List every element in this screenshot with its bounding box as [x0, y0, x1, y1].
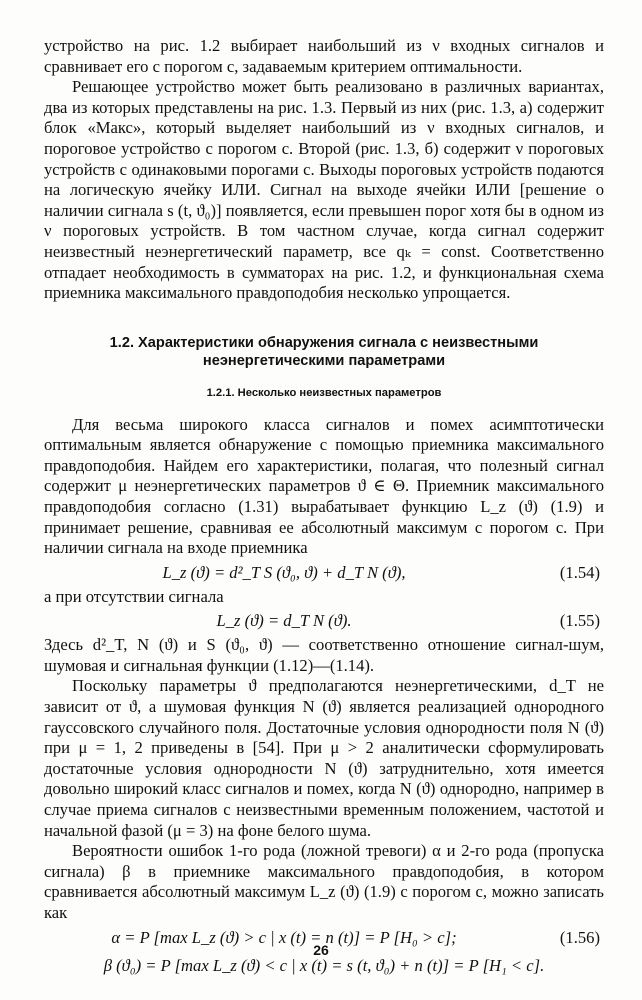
section-title [44, 334, 604, 371]
equation-1-54 [44, 559, 604, 587]
equation-1-56-number: (1.56) [559, 927, 600, 947]
section-title-line-1: 1.2. Характеристики обнаружения сигнала с неизвестными [109, 334, 539, 351]
paragraph-7: Вероятности ошибок 1-го рода (ложной тревоги) α и 2-го рода (пропуска сигнала) β в приемнике максимального правдоподобия, в котором сравнивается абсолютный максимум L_z (ϑ) (1.9) с порогом c, можно записать как [44, 841, 604, 922]
equation-1-55 [44, 607, 604, 635]
page-number: 26 [313, 942, 329, 958]
paragraph-1: устройство на рис. 1.2 выбирает наибольший из ν входных сигналов и сравнивает его с порогом c, задаваемым критерием оптимальности. [44, 36, 604, 76]
section-title-line-2: неэнергетическими параметрами [202, 353, 446, 370]
equation-1-57-body: β (ϑ₀) = P [max L_z (ϑ) < c | x (t) = s (t, ϑ₀) + n (t)] = P [H₁ < c]. [103, 955, 545, 975]
paragraph-3: Для весьма широкого класса сигналов и помех асимптотически оптимальным является обнаружение с помощью приемника максимального правдоподобия. Найдем его характеристики, полагая, что полезный сигнал содержит μ неэнергетических параметров ϑ ∈ Θ. Приемник максимального правдоподобия согласно (1.31) вырабатывает функцию L_z (ϑ) (1.9) и принимает решение, сравнивая ее абсолютный максимум с порогом c. При наличии сигнала на входе приемника [44, 414, 604, 558]
subsection-title: 1.2.1. Несколько неизвестных параметров [206, 386, 442, 399]
paragraph-5: Здесь d²_T, N (ϑ) и S (ϑ₀, ϑ) — соответственно отношение сигнал-шум, шумовая и сигнальная функции (1.12)—(1.14). [44, 635, 604, 675]
paragraph-6: Поскольку параметры ϑ предполагаются неэнергетическими, d_T не зависит от ϑ, а шумовая функция N (ϑ) является реализацией однородного гауссовского случайного поля. Достаточные условия однородности поля N (ϑ) при μ = 1, 2 приведены в [54]. При μ > 2 аналитически сформулировать достаточные условия однородности N (ϑ) затруднительно, хотя имеется довольно широкий класс сигналов и помех, когда N (ϑ) однородно, например в случае приема сигналов с неизвестными временным положением, частотой и начальной фазой (μ = 3) на фоне белого шума. [44, 676, 604, 840]
equation-1-55-body: L_z (ϑ) = d_T N (ϑ). [216, 611, 352, 631]
equation-1-54-number: (1.54) [559, 562, 600, 582]
equation-1-54-body: L_z (ϑ) = d²_T S (ϑ₀, ϑ) + d_T N (ϑ), [162, 562, 406, 582]
equation-1-55-number: (1.55) [559, 611, 600, 631]
page-content [44, 36, 604, 980]
paragraph-2: Решающее устройство может быть реализовано в различных вариантах, два из которых представлены на рис. 1.3. Первый из них (рис. 1.3, а) содержит блок «Макс», который выделяет наибольший из ν входных сигналов, и пороговое устройство с порогом c. Второй (рис. 1.3, б) содержит ν пороговых устройств с одинаковыми порогами c. Выходы пороговых устройств подаются на логическую ячейку ИЛИ. Сигнал на выходе ячейки ИЛИ [решение о наличии сигнала s (t, ϑ₀)] появляется, если превышен порог хотя бы в одном из ν пороговых устройств. В том частном случае, когда сигнал содержит неизвестный неэнергетический параметр, все qₖ = const. Соответственно отпадает необходимость в сумматорах на рис. 1.2, и функциональная схема приемника максимального правдоподобия несколько упрощается. [44, 77, 604, 303]
paragraph-4: а при отсутствии сигнала [44, 586, 224, 606]
equation-1-56-body: α = P [max L_z (ϑ) > c | x (t) = n (t)] = P [H₀ > c]; [111, 927, 457, 947]
